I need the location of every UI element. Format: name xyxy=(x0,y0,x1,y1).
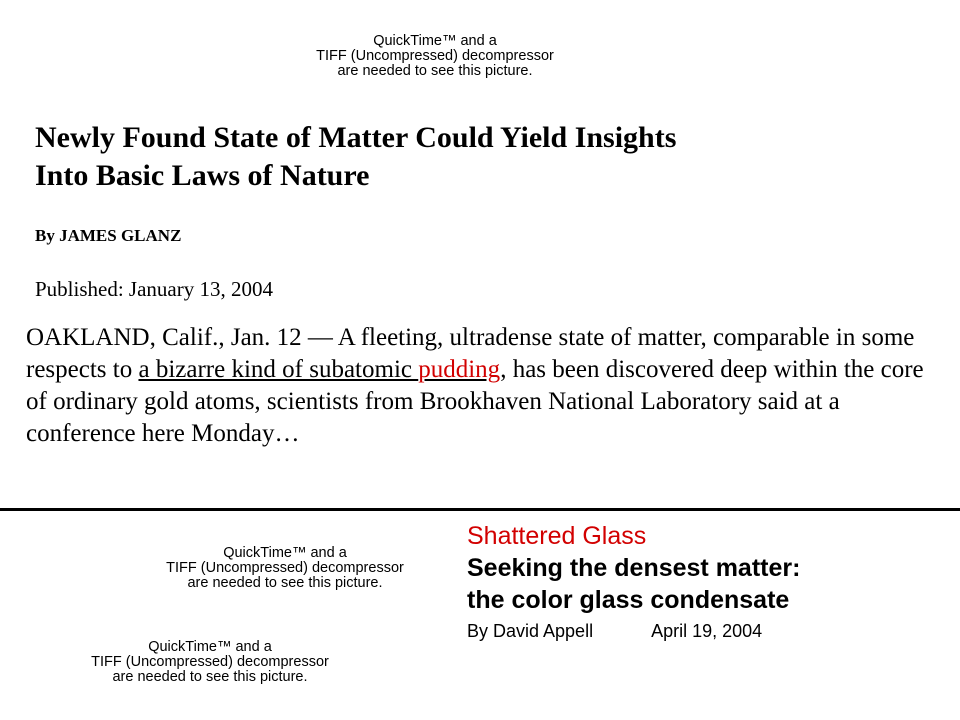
article-body xyxy=(26,322,926,450)
article-text: OAKLAND, Calif., Jan. 12 — A fleeting, ultradense state of matter, comparable in some respects to xyxy=(26,324,915,383)
sidebar-kicker: Shattered Glass xyxy=(467,522,647,550)
placeholder-line: QuickTime™ and a xyxy=(148,639,272,655)
headline xyxy=(35,119,915,195)
placeholder-line: TIFF (Uncompressed) decompressor xyxy=(91,654,329,670)
sidebar-meta xyxy=(467,618,947,644)
quicktime-placeholder-bottom xyxy=(65,640,355,685)
article-link-text: a bizarre kind of subatomic xyxy=(138,356,419,383)
headline-line: Into Basic Laws of Nature xyxy=(35,159,370,192)
section-divider xyxy=(0,508,960,511)
sidebar-article xyxy=(467,520,947,644)
article-link[interactable] xyxy=(138,356,500,383)
sidebar-author: By David Appell xyxy=(467,621,594,641)
placeholder-line: are needed to see this picture. xyxy=(112,669,308,685)
headline-line: Newly Found State of Matter Could Yield Insights xyxy=(35,121,677,154)
placeholder-line: TIFF (Uncompressed) decompressor xyxy=(316,48,554,64)
quicktime-placeholder-top xyxy=(290,34,580,79)
placeholder-line: TIFF (Uncompressed) decompressor xyxy=(166,560,404,576)
placeholder-line: are needed to see this picture. xyxy=(337,63,533,79)
sidebar-date: April 19, 2004 xyxy=(651,621,763,641)
placeholder-line: QuickTime™ and a xyxy=(373,33,497,49)
placeholder-line: are needed to see this picture. xyxy=(187,575,383,591)
published-date: Published: January 13, 2004 xyxy=(35,277,273,301)
placeholder-line: QuickTime™ and a xyxy=(223,545,347,561)
sidebar-title xyxy=(467,552,947,616)
quicktime-placeholder-middle xyxy=(140,546,430,591)
sidebar-title-line: Seeking the densest matter: xyxy=(467,554,801,582)
highlighted-word: pudding xyxy=(418,356,501,383)
byline: By JAMES GLANZ xyxy=(35,226,182,245)
sidebar-title-line: the color glass condensate xyxy=(467,586,790,614)
article-text: , has been discovered deep within the core of ordinary gold atoms, scientists from Brookhaven National Laboratory said at a conference here Monday… xyxy=(26,356,924,447)
